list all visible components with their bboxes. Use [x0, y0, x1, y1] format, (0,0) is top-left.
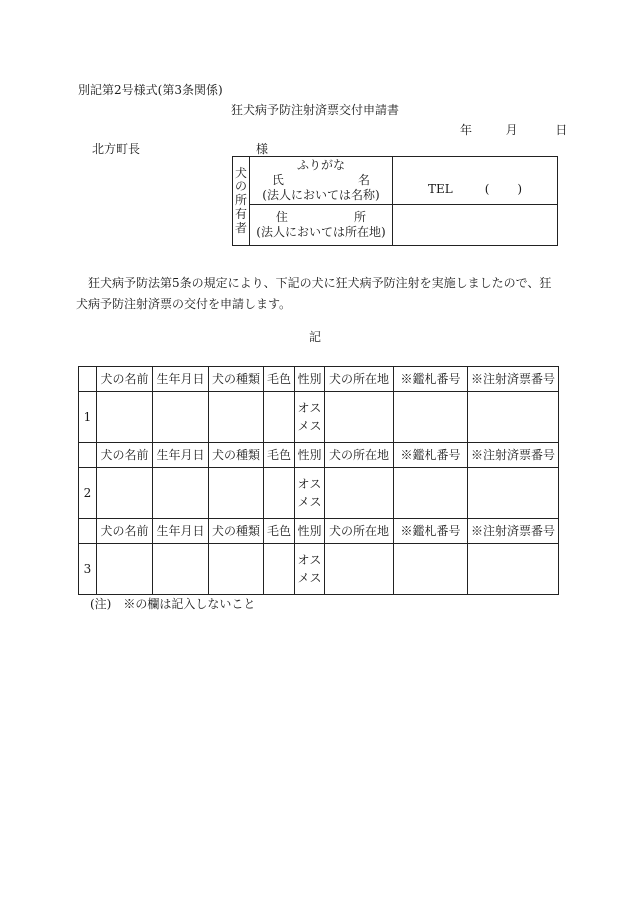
entry-field[interactable]	[394, 392, 468, 443]
addressee: 北方町長	[92, 142, 141, 156]
tel-label: TEL	[427, 182, 453, 196]
column-header: ※鑑札番号	[394, 443, 468, 468]
entry-field[interactable]	[97, 544, 153, 595]
column-header: 犬の種類	[209, 443, 264, 468]
entry-field[interactable]	[264, 392, 295, 443]
column-header: 犬の種類	[209, 519, 264, 544]
address-note: (法人においては所在地)	[256, 225, 386, 239]
date-line	[460, 124, 567, 136]
name-label-cell	[249, 157, 392, 205]
column-header: 性別	[295, 367, 325, 392]
sex-option[interactable]: オス	[297, 553, 322, 567]
entry-field[interactable]	[325, 392, 394, 443]
name-note: (法人においては名称)	[262, 188, 380, 202]
entry-field[interactable]	[153, 468, 209, 519]
entry-field[interactable]	[97, 392, 153, 443]
sex-option[interactable]: オス	[297, 401, 322, 415]
footnote: (注) ※の欄は記入しないこと	[90, 597, 256, 611]
column-header: 性別	[295, 443, 325, 468]
column-header: 犬の名前	[97, 367, 153, 392]
column-header: 生年月日	[153, 519, 209, 544]
table-row	[79, 392, 559, 443]
entry-field[interactable]	[325, 468, 394, 519]
column-header: 犬の名前	[97, 519, 153, 544]
entry-field[interactable]	[468, 392, 559, 443]
date-day: 日	[555, 123, 568, 137]
ki-heading: 記	[308, 330, 321, 344]
sex-field[interactable]	[295, 544, 325, 595]
sex-option[interactable]: メス	[297, 571, 322, 585]
document-title: 狂犬病予防注射済票交付申請書	[230, 103, 399, 117]
entry-field[interactable]	[325, 544, 394, 595]
furigana-label: ふりがな	[296, 158, 345, 172]
sex-option[interactable]: メス	[297, 495, 322, 509]
entry-field[interactable]	[209, 468, 264, 519]
entry-field[interactable]	[264, 544, 295, 595]
address-label: 住 所	[275, 210, 367, 224]
column-header: 毛色	[264, 519, 295, 544]
name-value-field[interactable]	[393, 157, 558, 205]
table-row	[79, 468, 559, 519]
column-header: ※注射済票番号	[468, 367, 559, 392]
column-header	[79, 519, 97, 544]
entry-field[interactable]	[209, 392, 264, 443]
date-month: 月	[505, 123, 518, 137]
owner-vertical-label: 犬 の 所 有 者	[233, 157, 250, 246]
entry-field[interactable]	[153, 544, 209, 595]
row-number: 1	[79, 392, 97, 443]
column-header: 毛色	[264, 367, 295, 392]
honorific: 様	[256, 142, 269, 156]
application-statement: 狂犬病予防法第5条の規定により、下記の犬に狂犬病予防注射を実施しましたので、狂犬病予防注射済票の交付を申請します。	[76, 276, 552, 311]
column-header: 犬の所在地	[325, 519, 394, 544]
column-header	[79, 443, 97, 468]
entry-field[interactable]	[209, 544, 264, 595]
date-year: 年	[460, 123, 473, 137]
row-number: 3	[79, 544, 97, 595]
name-label: 氏 名	[271, 173, 371, 187]
entry-field[interactable]	[468, 468, 559, 519]
column-header: 犬の種類	[209, 367, 264, 392]
sex-field[interactable]	[295, 392, 325, 443]
entry-field[interactable]	[394, 544, 468, 595]
table-header-row	[79, 519, 559, 544]
column-header: ※注射済票番号	[468, 443, 559, 468]
tel-field	[393, 164, 557, 197]
entry-field[interactable]	[468, 544, 559, 595]
entry-field[interactable]	[97, 468, 153, 519]
address-value-field[interactable]	[393, 205, 558, 246]
sex-field[interactable]	[295, 468, 325, 519]
column-header: 毛色	[264, 443, 295, 468]
table-row	[79, 544, 559, 595]
column-header: 犬の名前	[97, 443, 153, 468]
column-header: 犬の所在地	[325, 443, 394, 468]
address-label-cell	[249, 205, 392, 246]
table-header-row	[79, 443, 559, 468]
column-header: ※鑑札番号	[394, 519, 468, 544]
row-number: 2	[79, 468, 97, 519]
owner-info-table	[232, 156, 558, 246]
form-number-label: 別記第2号様式(第3条関係)	[78, 83, 223, 97]
dog-details-table	[78, 366, 559, 595]
sex-option[interactable]: メス	[297, 419, 322, 433]
sex-option[interactable]: オス	[297, 477, 322, 491]
column-header: 生年月日	[153, 367, 209, 392]
entry-field[interactable]	[153, 392, 209, 443]
entry-field[interactable]	[394, 468, 468, 519]
table-header-row	[79, 367, 559, 392]
entry-field[interactable]	[264, 468, 295, 519]
tel-parens: ( )	[484, 182, 523, 196]
column-header: ※注射済票番号	[468, 519, 559, 544]
column-header: ※鑑札番号	[394, 367, 468, 392]
column-header: 生年月日	[153, 443, 209, 468]
column-header	[79, 367, 97, 392]
column-header: 性別	[295, 519, 325, 544]
column-header: 犬の所在地	[325, 367, 394, 392]
